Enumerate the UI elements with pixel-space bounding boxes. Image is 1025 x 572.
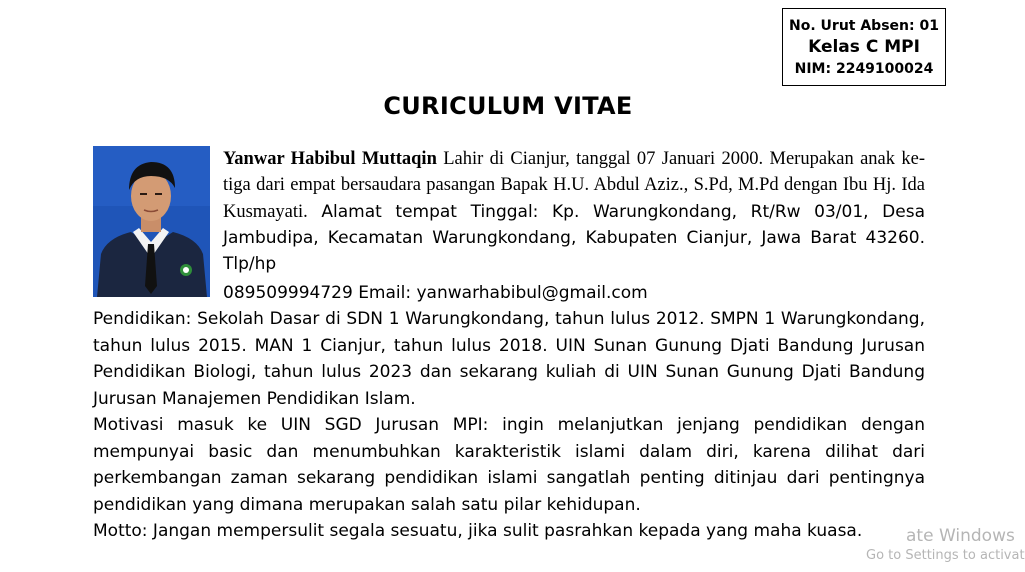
class-label: Kelas C MPI: [808, 37, 920, 57]
portrait-image: [93, 146, 210, 297]
education-paragraph: Pendidikan: Sekolah Dasar di SDN 1 Warungkondang, tahun lulus 2012. SMPN 1 Warungkondang, tahun lulus 2015. MAN 1 Cianjur, tahun lulus 2018. UIN Sunan Gunung Djati Bandung Jurusan Pendidikan Biologi, tahun lulus 2023 dan sekarang kuliah di UIN Sunan Gunung Djati Bandung Jurusan Manajemen Pendidikan Islam.: [93, 309, 925, 409]
watermark-line-2: Go to Settings to activat: [866, 548, 1025, 563]
full-name: Yanwar Habibul Muttaqin: [223, 149, 437, 169]
motto-paragraph: Motto: Jangan mempersulit segala sesuatu, jika sulit pasrahkan kepada yang maha kuasa.: [93, 521, 863, 541]
bio-address: Alamat tempat Tinggal: Kp. Warungkondang, Rt/Rw 03/01, Desa Jambudipa, Kecamatan Warungkondang, Kabupaten Cianjur, Jawa Barat 43260. Tlp/hp: [223, 201, 925, 275]
activation-watermark: [866, 526, 1025, 566]
profile-photo: [93, 146, 210, 297]
absen-number: No. Urut Absen: 01: [789, 18, 939, 34]
bio-paragraph: [223, 146, 925, 277]
cv-body: [93, 306, 925, 545]
nim-label: NIM: 2249100024: [794, 61, 934, 77]
page-title: CURICULUM VITAE: [383, 92, 633, 120]
motivation-paragraph: Motivasi masuk ke UIN SGD Jurusan MPI: ingin melanjutkan jenjang pendidikan dengan mempunyai basic dan menumbuhkan karakteristik islami dalam diri, karena dilihat dari perkembangan zaman sekarang pendidikan islami sangatlah penting ditinjau dari pentingnya pendidikan yang dimana merupakan salah satu pilar kehidupan.: [93, 415, 925, 515]
bio-intro: Lahir di Cianjur, tanggal 07 Januari 2000. Merupakan anak ke-tiga dari empat bersaudara pasangan Bapak H.U. Abdul Aziz., S.Pd, M.Pd dengan Ibu Hj. Ida Kusmayati.: [223, 149, 925, 222]
watermark-line-1: ate Windows: [906, 526, 1015, 546]
bio-contact: 089509994729 Email: yanwarhabibul@gmail.com: [223, 283, 648, 303]
student-id-box: [782, 8, 946, 86]
